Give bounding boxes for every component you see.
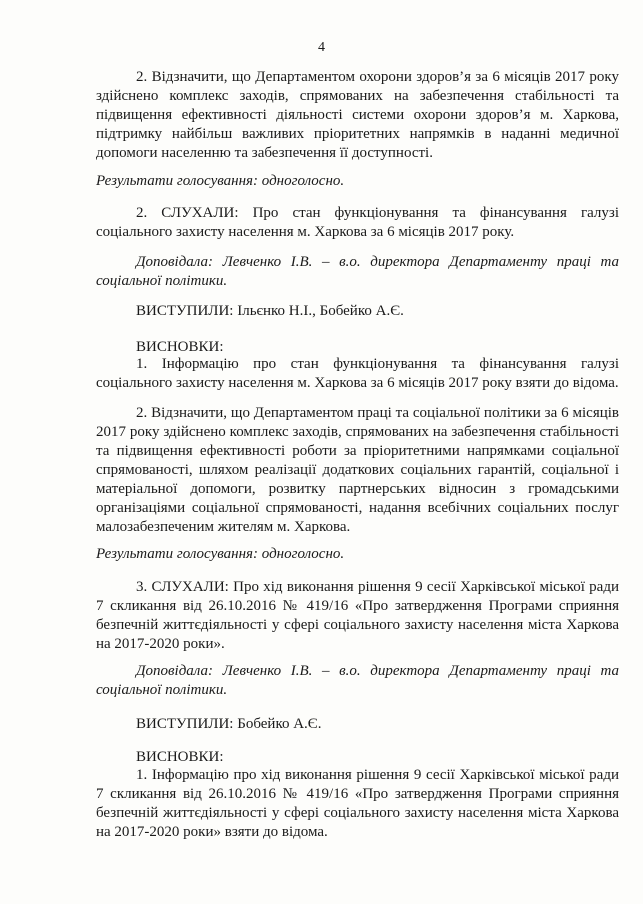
conclusion-paragraph-health: 2. Відзначити, що Департаментом охорони здоров’я за 6 місяців 2017 року здійснено комплекс заходів, спрямованих на забезпечення стабільності та підвищення ефективності діяльності системи охорони здоров’я м. Харкова, підтримку найбільш важливих пріоритетних напрямків в наданні медичної допомоги населенню та забезпечення її доступності. [96,69,619,161]
conclusion-3-point-1: 1. Інформацію про хід виконання рішення 9 сесії Харківської міської ради 7 скликання від 26.10.2016 № 419/16 «Про затвердження Програми сприяння безпечній життєдіяльності у сфері соціального захисту населення міста Харкова на 2017-2020 роки» взяти до відома. [96,767,619,840]
voting-result-1: Результати голосування: одноголосно. [96,173,345,189]
speaker-item-2: Доповідала: Левченко І.В. – в.о. директора Департаменту праці та соціальної політики. [96,254,619,289]
voting-result-2: Результати голосування: одноголосно. [96,546,345,562]
spoke-item-2: ВИСТУПИЛИ: Ільєнко Н.І., Бобейко А.Є. [136,303,404,319]
heard-item-2: 2. СЛУХАЛИ: Про стан функціонування та фінансування галузі соціального захисту населення м. Харкова за 6 місяців 2017 року. [96,205,619,240]
conclusion-2-point-1: 1. Інформацію про стан функціонування та фінансування галузі соціального захисту населення м. Харкова за 6 місяців 2017 року взяти до відома. [96,356,619,391]
conclusion-2-point-2: 2. Відзначити, що Департаментом праці та соціальної політики за 6 місяців 2017 року здійснено комплекс заходів, спрямованих на забезпечення стабільності та підвищення ефективності роботи за пріоритетними напрямками соціальної спрямованості, шляхом реалізації додаткових соціальних гарантій, соціальної і матеріальної допомоги, розвитку партнерських відносин з громадськими організаціями соціальної спрямованості, надання всебічних соціальних послуг малозабезпеченим жителям м. Харкова. [96,405,619,535]
conclusions-heading-2: ВИСНОВКИ: [136,339,224,355]
spoke-item-3: ВИСТУПИЛИ: Бобейко А.Є. [136,716,322,732]
speaker-item-3: Доповідала: Левченко І.В. – в.о. директора Департаменту праці та соціальної політики. [96,663,619,698]
heard-item-3: 3. СЛУХАЛИ: Про хід виконання рішення 9 сесії Харківської міської ради 7 скликання від 26.10.2016 № 419/16 «Про затвердження Програми сприяння безпечній життєдіяльності у сфері соціального захисту населення міста Харкова на 2017-2020 роки». [96,579,619,652]
conclusions-heading-3: ВИСНОВКИ: [136,749,224,765]
page-number: 4 [318,40,325,55]
